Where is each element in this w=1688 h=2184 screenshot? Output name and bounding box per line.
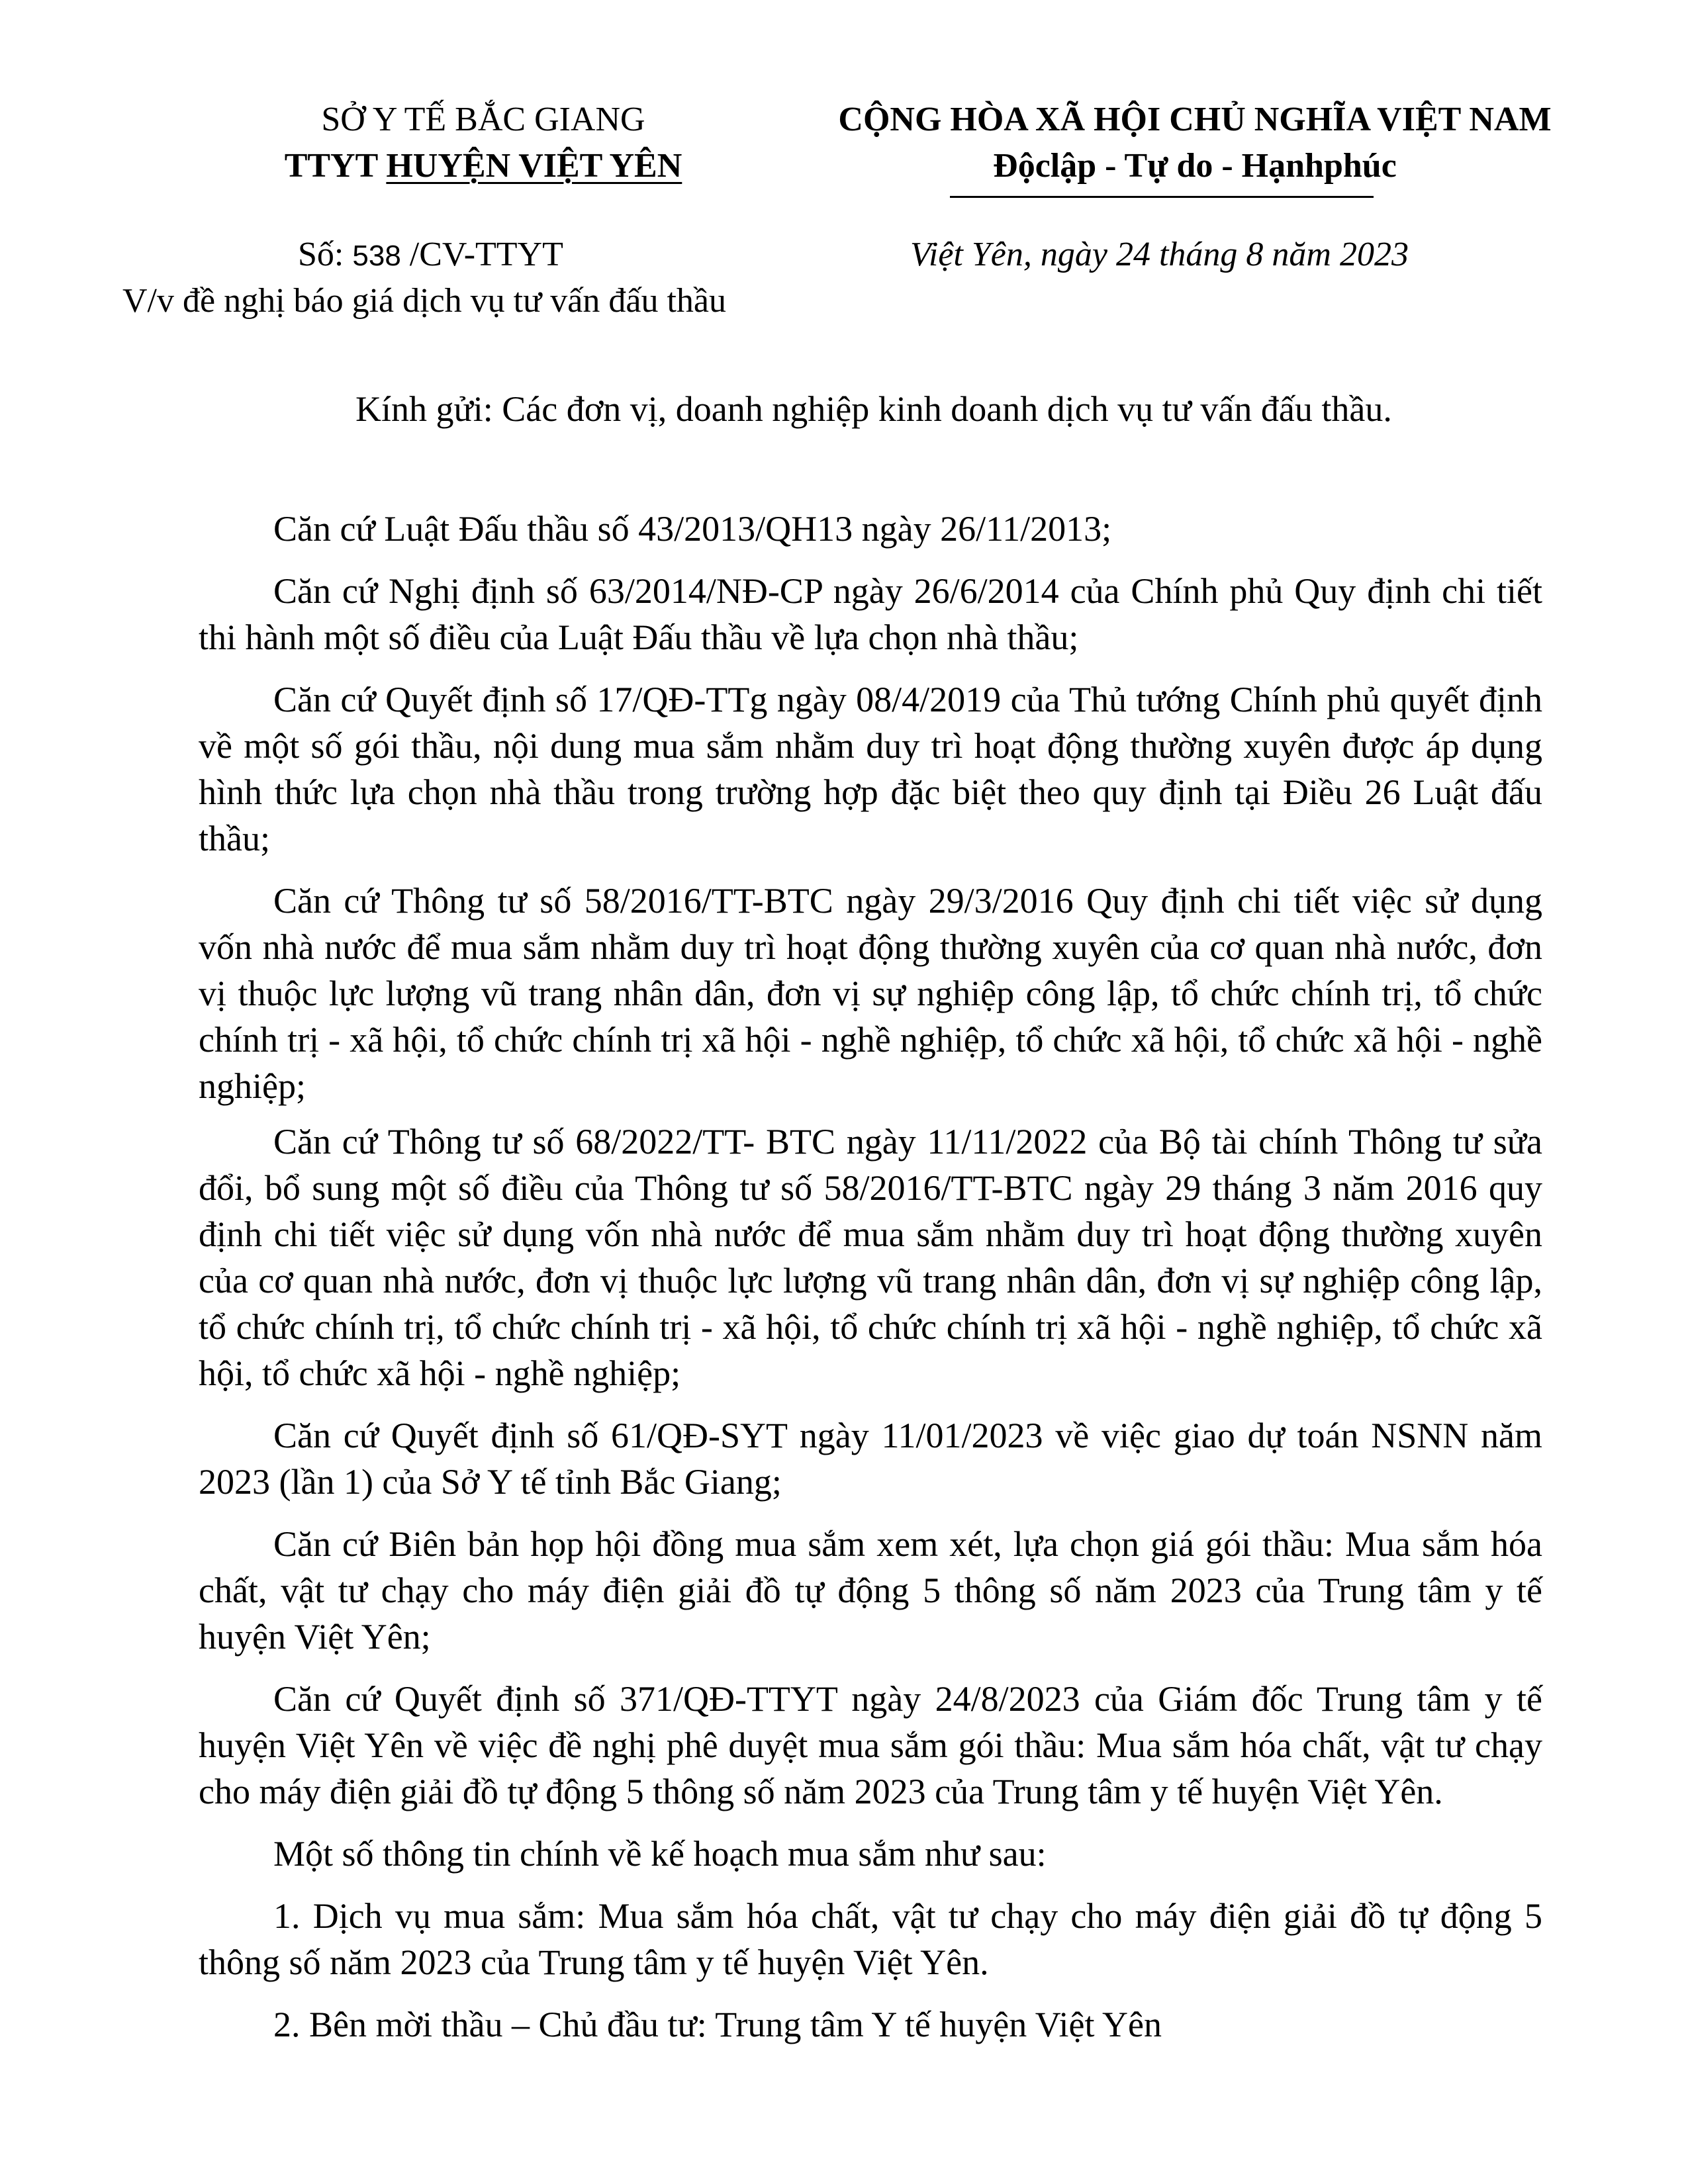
document-body [199, 506, 1542, 2048]
center-name-prefix: TTYT [284, 147, 387, 185]
document-subject: V/v đề nghị báo giá dịch vụ tư vấn đấu thầu [122, 282, 726, 320]
national-motto: Độclập - Tự do - Hạnhphúc [993, 147, 1397, 185]
legal-basis-5: Căn cứ Thông tư số 68/2022/TT- BTC ngày 11/11/2022 của Bộ tài chính Thông tư sửa đổi, bổ sung một số điều của Thông tư số 58/2016/TT-BTC ngày 29 tháng 3 năm 2016 quy định chi tiết việc sử dụng vốn nhà nước để mua sắm nhằm duy trì hoạt động thường xuyên của cơ quan nhà nước, đơn vị thuộc lực lượng vũ trang nhân dân, đơn vị sự nghiệp công lập, tổ chức chính trị, tổ chức chính trị - xã hội, tổ chức chính trị xã hội - nghề nghiệp, tổ chức xã hội, tổ chức xã hội - nghề nghiệp; [199, 1122, 1542, 1393]
center-name [199, 143, 768, 189]
document-number [298, 232, 563, 279]
center-name-underlined: HUYỆN VIỆT YÊN [386, 147, 682, 185]
document-number-code: /CV-TTYT [400, 236, 563, 273]
recipient: Kính gửi: Các đơn vị, doanh nghiệp kinh doanh dịch vụ tư vấn đấu thầu. [355, 389, 1392, 429]
legal-basis-8: Căn cứ Quyết định số 371/QĐ-TTYT ngày 24/8/2023 của Giám đốc Trung tâm y tế huyện Việt Yên về việc đề nghị phê duyệt mua sắm gói thầu: Mua sắm hóa chất, vật tư chạy cho máy điện giải đồ tự động 5 thông số năm 2023 của Trung tâm y tế huyện Việt Yên. [199, 1679, 1542, 1811]
legal-basis-4: Căn cứ Thông tư số 58/2016/TT-BTC ngày 29/3/2016 Quy định chi tiết việc sử dụng vốn nhà nước để mua sắm nhằm duy trì hoạt động thường xuyên của cơ quan nhà nước, đơn vị thuộc lực lượng vũ trang nhân dân, đơn vị sự nghiệp công lập, tổ chức chính trị, tổ chức chính trị - xã hội, tổ chức chính trị xã hội - nghề nghiệp, tổ chức xã hội, tổ chức xã hội - nghề nghiệp; [199, 881, 1542, 1106]
department-name: SỞ Y TẾ BẮC GIANG [321, 101, 645, 138]
legal-basis-2: Căn cứ Nghị định số 63/2014/NĐ-CP ngày 26/6/2014 của Chính phủ Quy định chi tiết thi hành một số điều của Luật Đấu thầu về lựa chọn nhà thầu; [199, 571, 1542, 657]
document-number-value: 538 [352, 240, 401, 272]
country-name: CỘNG HÒA XÃ HỘI CHỦ NGHĨA VIỆT NAM [838, 101, 1552, 138]
legal-basis-6: Căn cứ Quyết định số 61/QĐ-SYT ngày 11/01/2023 về việc giao dự toán NSNN năm 2023 (lần 1) của Sở Y tế tỉnh Bắc Giang; [199, 1416, 1542, 1502]
plan-item-2: 2. Bên mời thầu – Chủ đầu tư: Trung tâm Y tế huyện Việt Yên [273, 2005, 1162, 2044]
document-number-label: Số: [298, 236, 353, 273]
legal-basis-7: Căn cứ Biên bản họp hội đồng mua sắm xem xét, lựa chọn giá gói thầu: Mua sắm hóa chất, vật tư chạy cho máy điện giải đồ tự động 5 thông số năm 2023 của Trung tâm y tế huyện Việt Yên; [199, 1524, 1542, 1657]
plan-item-1: 1. Dịch vụ mua sắm: Mua sắm hóa chất, vật tư chạy cho máy điện giải đồ tự động 5 thông số năm 2023 của Trung tâm y tế huyện Việt Yên. [199, 1896, 1542, 1982]
legal-basis-3: Căn cứ Quyết định số 17/QĐ-TTg ngày 08/4/2019 của Thủ tướng Chính phủ quyết định về một số gói thầu, nội dung mua sắm nhằm duy trì hoạt động thường xuyên được áp dụng hình thức lựa chọn nhà thầu trong trường hợp đặc biệt theo quy định tại Điều 26 Luật đấu thầu; [199, 680, 1542, 858]
place-date: Việt Yên, ngày 24 tháng 8 năm 2023 [910, 236, 1409, 273]
plan-intro: Một số thông tin chính về kế hoạch mua sắm như sau: [273, 1834, 1047, 1874]
motto-underline [950, 196, 1374, 198]
legal-basis-1: Căn cứ Luật Đấu thầu số 43/2013/QH13 ngày 26/11/2013; [273, 509, 1112, 549]
